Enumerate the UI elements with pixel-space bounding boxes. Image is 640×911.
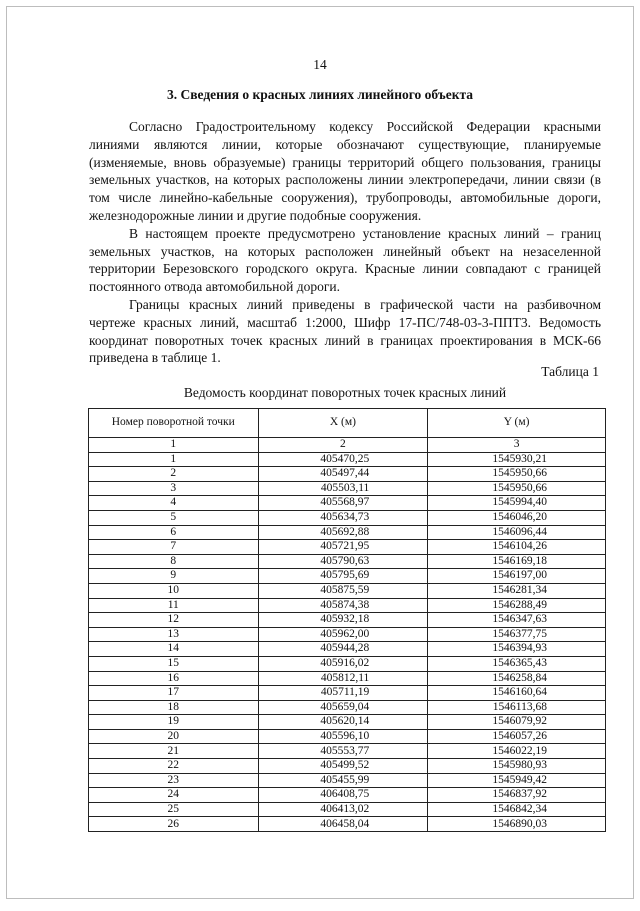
point-number-cell: 8 [89,554,259,569]
document-page [6,6,634,899]
table-row [89,700,606,715]
column-index: 1 [89,438,259,453]
point-number-cell: 5 [89,510,259,525]
x-coordinate-cell: 405659,04 [258,700,428,715]
y-coordinate-cell: 1545930,21 [428,452,606,467]
table-row [89,729,606,744]
y-coordinate-cell: 1546365,43 [428,656,606,671]
y-coordinate-cell: 1546169,18 [428,554,606,569]
table-row [89,788,606,803]
y-coordinate-cell: 1546079,92 [428,715,606,730]
point-number-cell: 11 [89,598,259,613]
y-coordinate-cell: 1546281,34 [428,583,606,598]
point-number-cell: 9 [89,569,259,584]
point-number-cell: 10 [89,583,259,598]
x-coordinate-cell: 405553,77 [258,744,428,759]
point-number-cell: 12 [89,613,259,628]
point-number-cell: 21 [89,744,259,759]
y-coordinate-cell: 1546842,34 [428,802,606,817]
x-coordinate-cell: 405795,69 [258,569,428,584]
table-row [89,759,606,774]
table-row [89,525,606,540]
x-coordinate-cell: 405962,00 [258,627,428,642]
point-number-cell: 17 [89,686,259,701]
point-number-cell: 18 [89,700,259,715]
table-row [89,510,606,525]
y-coordinate-cell: 1546377,75 [428,627,606,642]
y-coordinate-cell: 1545950,66 [428,467,606,482]
point-number-cell: 4 [89,496,259,511]
x-coordinate-cell: 405620,14 [258,715,428,730]
point-number-cell: 14 [89,642,259,657]
column-index-row [89,438,606,453]
table-row [89,583,606,598]
x-coordinate-cell: 405944,28 [258,642,428,657]
paragraph: Согласно Градостроительному кодексу Российской Федерации красными линиями являются линии, которые обозначают существующие, планируемые (изменяемые, вновь образуемые) границы территорий общего пользования, границы земельных участков, на которых расположены линии электропередачи, линии связи (в том числе линейно-кабельные сооружения), трубопроводы, автомобильные дороги, железнодорожные линии и другие подобные сооружения. [89,119,601,223]
column-index: 3 [428,438,606,453]
table-row [89,481,606,496]
point-number-cell: 2 [89,467,259,482]
x-coordinate-cell: 405497,44 [258,467,428,482]
point-number-cell: 23 [89,773,259,788]
table-row [89,496,606,511]
section-title: 3. Сведения о красных линиях линейного объекта [166,87,474,102]
paragraph: Границы красных линий приведены в графической части на разбивочном чертеже красных линий, масштаб 1:2000, Шифр 17-ПС/748-03-3-ППТ3. Ведомость координат поворотных точек красных линий в границах проектирования в МСК-66 приведена в таблице 1. [89,296,601,366]
x-coordinate-cell: 405503,11 [258,481,428,496]
x-coordinate-cell: 405916,02 [258,656,428,671]
header-y: Y (м) [428,409,606,438]
point-number-cell: 26 [89,817,259,832]
table-row [89,554,606,569]
table-row [89,598,606,613]
header-x: X (м) [258,409,428,438]
point-number-cell: 22 [89,759,259,774]
point-number-cell: 6 [89,525,259,540]
y-coordinate-cell: 1546258,84 [428,671,606,686]
y-coordinate-cell: 1546160,64 [428,686,606,701]
table-label: Таблица 1 [541,364,599,379]
x-coordinate-cell: 405874,38 [258,598,428,613]
x-coordinate-cell: 405455,99 [258,773,428,788]
y-coordinate-cell: 1546113,68 [428,700,606,715]
y-coordinate-cell: 1546837,92 [428,788,606,803]
coordinates-table [88,408,606,832]
body-text [89,118,601,367]
table-row [89,642,606,657]
x-coordinate-cell: 405875,59 [258,583,428,598]
table-row [89,744,606,759]
x-coordinate-cell: 406458,04 [258,817,428,832]
table-row [89,773,606,788]
y-coordinate-cell: 1546394,93 [428,642,606,657]
x-coordinate-cell: 405790,63 [258,554,428,569]
point-number-cell: 16 [89,671,259,686]
x-coordinate-cell: 405499,52 [258,759,428,774]
x-coordinate-cell: 405692,88 [258,525,428,540]
x-coordinate-cell: 405634,73 [258,510,428,525]
x-coordinate-cell: 405596,10 [258,729,428,744]
x-coordinate-cell: 405812,11 [258,671,428,686]
point-number-cell: 19 [89,715,259,730]
table-row [89,452,606,467]
point-number-cell: 13 [89,627,259,642]
table-header-row [89,409,606,438]
y-coordinate-cell: 1546288,49 [428,598,606,613]
point-number-cell: 7 [89,540,259,555]
table-row [89,802,606,817]
table-row [89,656,606,671]
x-coordinate-cell: 405932,18 [258,613,428,628]
y-coordinate-cell: 1546046,20 [428,510,606,525]
point-number-cell: 20 [89,729,259,744]
point-number-cell: 1 [89,452,259,467]
y-coordinate-cell: 1545994,40 [428,496,606,511]
y-coordinate-cell: 1545980,93 [428,759,606,774]
table-row [89,627,606,642]
column-index: 2 [258,438,428,453]
y-coordinate-cell: 1546057,26 [428,729,606,744]
page-number: 14 [313,57,327,72]
y-coordinate-cell: 1546022,19 [428,744,606,759]
x-coordinate-cell: 405711,19 [258,686,428,701]
table-row [89,817,606,832]
point-number-cell: 3 [89,481,259,496]
table-row [89,671,606,686]
y-coordinate-cell: 1545949,42 [428,773,606,788]
table-row [89,540,606,555]
table-row [89,715,606,730]
paragraph: В настоящем проекте предусмотрено установление красных линий – границ земельных участков, на которых расположен линейный объект на незаселенной территории Березовского городского округа. Красные линии совпадают с границей постоянного отвода автомобильной дороги. [89,225,601,295]
y-coordinate-cell: 1546197,00 [428,569,606,584]
y-coordinate-cell: 1545950,66 [428,481,606,496]
x-coordinate-cell: 405470,25 [258,452,428,467]
table-row [89,467,606,482]
table-row [89,569,606,584]
table-row [89,613,606,628]
point-number-cell: 24 [89,788,259,803]
table-row [89,686,606,701]
x-coordinate-cell: 406413,02 [258,802,428,817]
x-coordinate-cell: 405721,95 [258,540,428,555]
y-coordinate-cell: 1546890,03 [428,817,606,832]
y-coordinate-cell: 1546096,44 [428,525,606,540]
point-number-cell: 15 [89,656,259,671]
point-number-cell: 25 [89,802,259,817]
y-coordinate-cell: 1546104,26 [428,540,606,555]
y-coordinate-cell: 1546347,63 [428,613,606,628]
table-caption: Ведомость координат поворотных точек красных линий [183,385,507,400]
x-coordinate-cell: 406408,75 [258,788,428,803]
header-point-number: Номер поворотной точки [89,409,259,438]
x-coordinate-cell: 405568,97 [258,496,428,511]
